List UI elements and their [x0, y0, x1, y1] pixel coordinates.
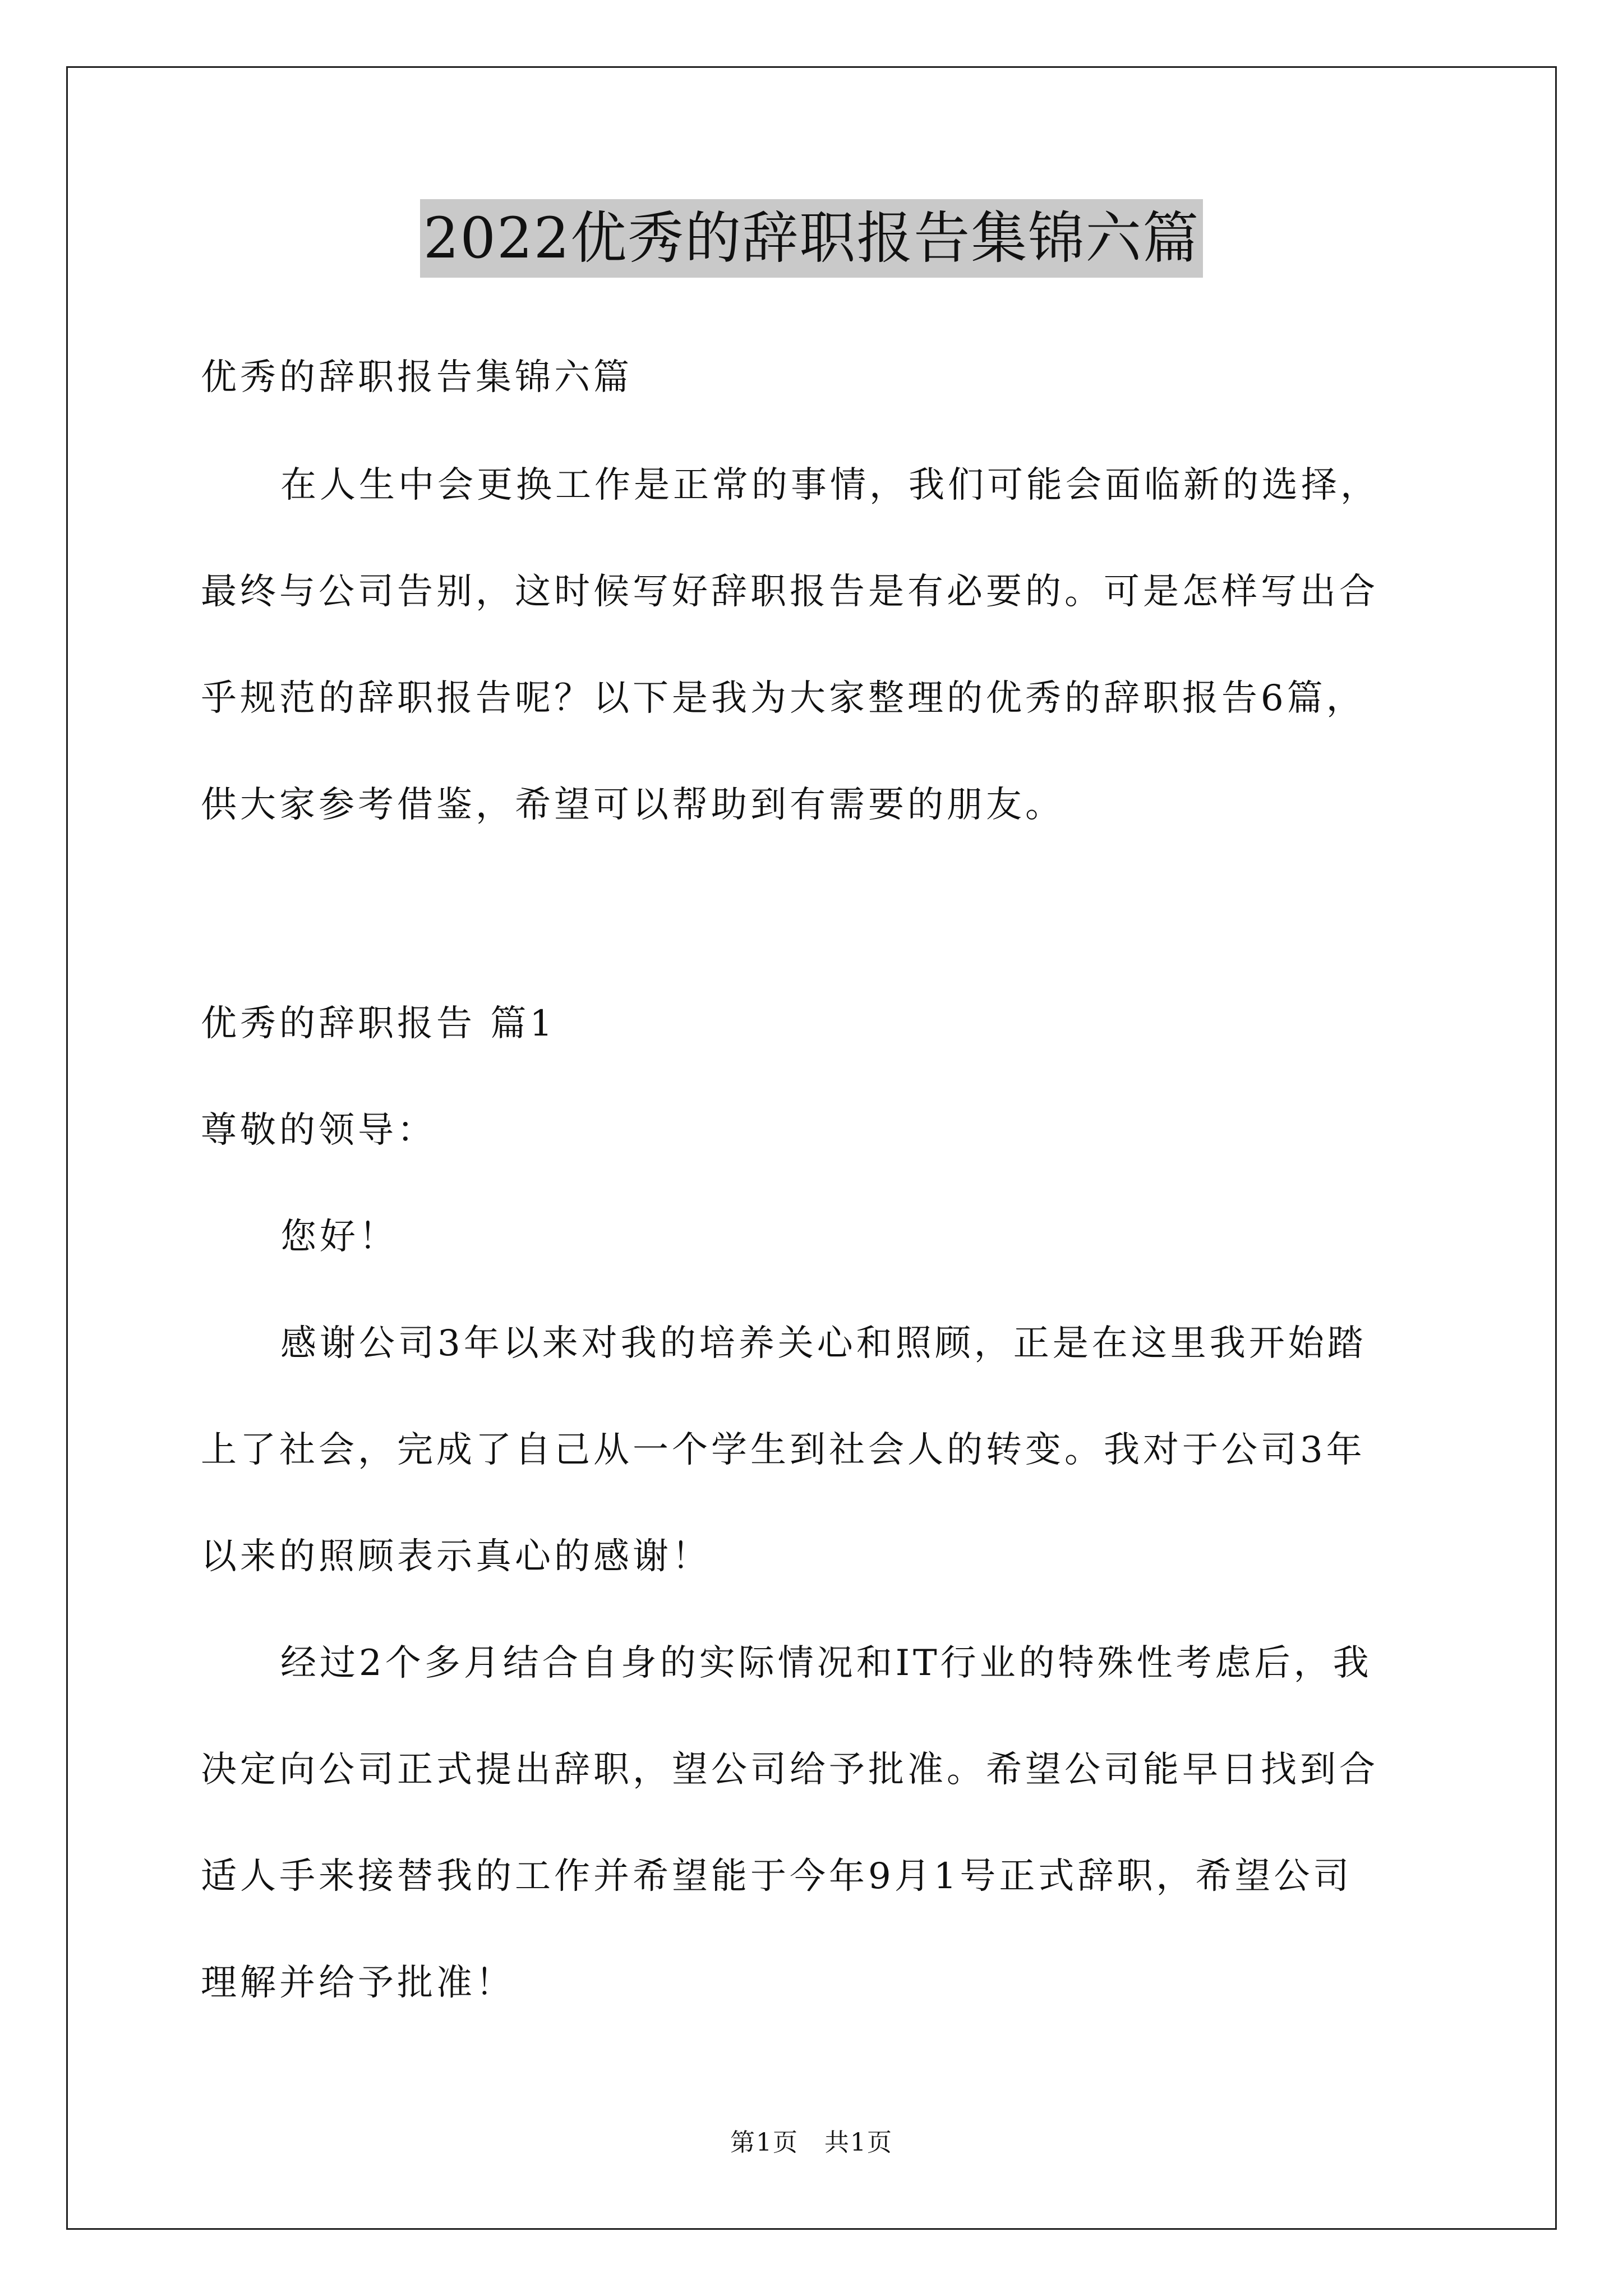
page-footer: 第1页 共1页 [730, 2128, 893, 2157]
para2-line-4: 理解并给予批准！ [201, 1962, 515, 2004]
para2-line-3: 适人手来接替我的工作并希望能于今年9月1号正式辞职，希望公司 [201, 1856, 1353, 1897]
para1-line-2: 上了社会，完成了自己从一个学生到社会人的转变。我对于公司3年 [201, 1429, 1366, 1471]
intro-line-4: 供大家参考借鉴，希望可以帮助到有需要的朋友。 [201, 784, 1064, 826]
intro-line-1: 在人生中会更换工作是正常的事情，我们可能会面临新的选择， [280, 464, 1380, 506]
document-subtitle: 优秀的辞职报告集锦六篇 [201, 357, 633, 398]
intro-line-3: 乎规范的辞职报告呢？以下是我为大家整理的优秀的辞职报告6篇， [201, 678, 1366, 719]
document-title: 2022优秀的辞职报告集锦六篇 [420, 199, 1204, 278]
salutation: 尊敬的领导： [201, 1110, 436, 1151]
para1-line-3: 以来的照顾表示真心的感谢！ [201, 1536, 711, 1577]
para2-line-1: 经过2个多月结合自身的实际情况和IT行业的特殊性考虑后，我 [280, 1642, 1372, 1684]
para1-line-1: 感谢公司3年以来对我的培养关心和照顾，正是在这里我开始踏 [280, 1323, 1367, 1364]
title-container [0, 199, 1623, 278]
para2-line-2: 决定向公司正式提出辞职，望公司给予批准。希望公司能早日找到合 [201, 1749, 1378, 1791]
intro-line-2: 最终与公司告别，这时候写好辞职报告是有必要的。可是怎样写出合 [201, 571, 1378, 613]
section-heading: 优秀的辞职报告 篇1 [201, 1003, 556, 1045]
greeting: 您好！ [280, 1216, 398, 1258]
